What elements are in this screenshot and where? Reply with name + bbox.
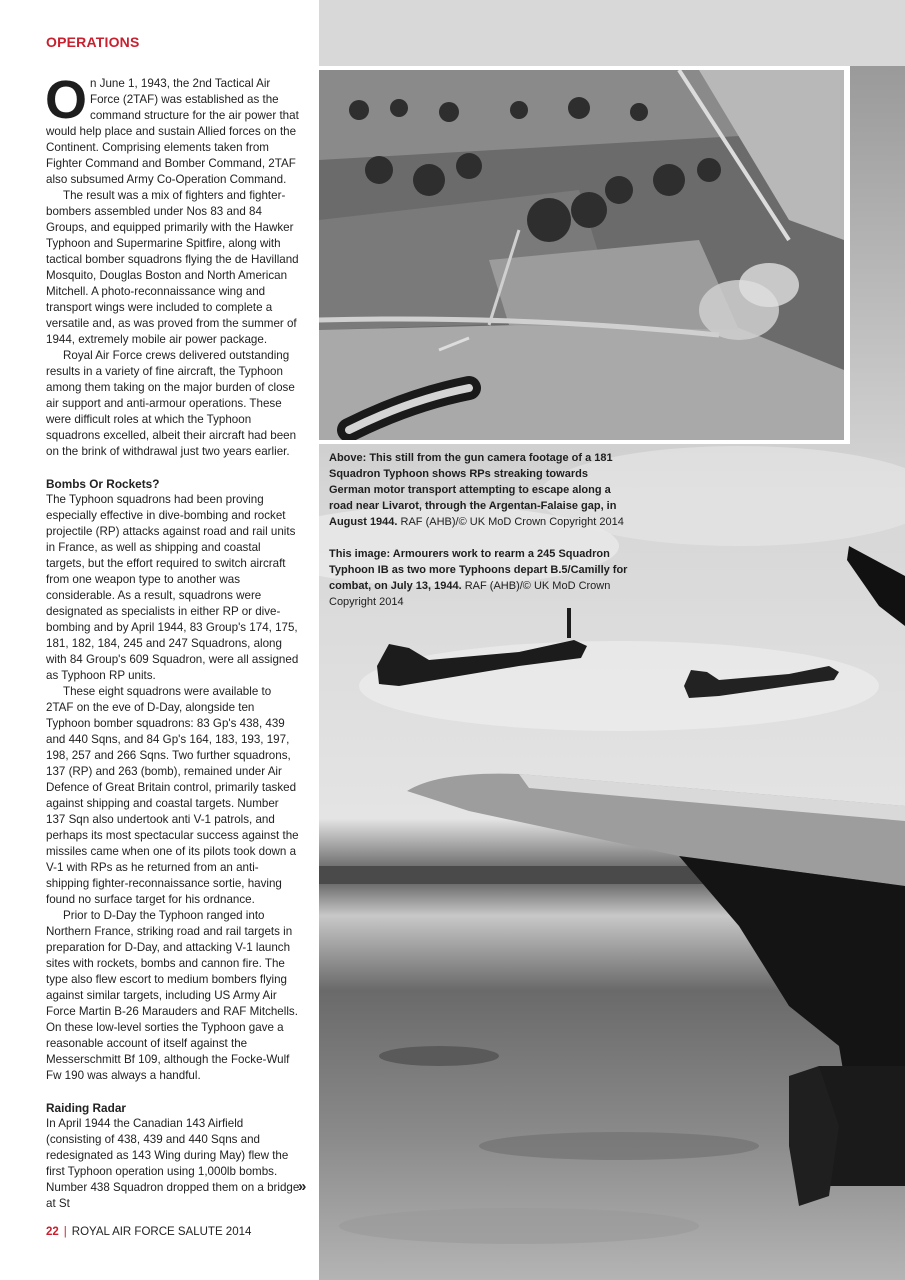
caption-2-text: This image: Armourers work to rearm a 245 Squadron Typhoon IB as two more Typhoons depart B.5/Camilly for combat, on July 13, 1944. [329, 548, 628, 592]
drop-cap: O [45, 70, 88, 130]
paragraph-4: The Typhoon squadrons had been proving especially effective in dive-bombing and rocket projectile (RP) attacks against road and rail units in France, as well as shipping and coastal targets, but the effort required to switch aircraft from one weapon type to another was considerable. As a result, squadrons were designated as specialists in either RP or dive-bombing and by April 1944, 83 Group's 174, 175, 181, 182, 184, 245 and 247 Squadrons, along with 84 Group's 609 Squadron, were all assigned as Typhoon RP units. [46, 493, 299, 682]
page-number: 22 [46, 1226, 59, 1238]
caption-1-credit: RAF (AHB)/© UK MoD Crown Copyright 2014 [400, 516, 624, 528]
page-footer [46, 1226, 251, 1238]
subhead-bombs-or-rockets: Bombs Or Rockets? [46, 477, 160, 491]
caption-armourers [329, 546, 629, 610]
paragraph-7: In April 1944 the Canadian 143 Airfield (consisting of 438, 439 and 440 Sqns and redesignated as 143 Wing during May) flew the first Typhoon operation using 1,000lb bombs. Number 438 Squadron dropped them on a bridge at St [46, 1117, 300, 1210]
paragraph-1 [45, 70, 300, 188]
continue-arrow-icon: » [298, 1178, 307, 1195]
subhead-raiding-radar: Raiding Radar [46, 1101, 126, 1115]
caption-gun-camera [329, 450, 629, 530]
paragraph-6: Prior to D-Day the Typhoon ranged into Northern France, striking road and rail targets in preparation for D-Day, and attacking V-1 launch sites with rockets, bombs and cannon fire. The type also flew escort to medium bombers flying against similar targets, including US Army Air Force Martin B-26 Marauders and RAF Mitchells. On these low-level sorties the Typhoon gave a reasonable account of itself against the Messerschmitt Bf 109, although the Focke-Wulf Fw 190 was always a handful. [46, 909, 298, 1082]
paragraph-5: These eight squadrons were available to 2TAF on the eve of D-Day, alongside ten Typhoon bomber squadrons: 83 Gp's 438, 439 and 440 Sqns, and 84 Gp's 164, 183, 193, 197, 198, 257 and 266 Sqns. Two further squadrons, 137 (RP) and 263 (bomb), remained under Air Defence of Great Britain control, primarily tasked against shipping and coastal targets. Number 137 Sqn also undertook anti V-1 patrols, and perhaps its most spectacular success against the missiles came when one of its pilots took down a V-1 with RPs as he returned from an anti-shipping fighter-reconnaissance sortie, having found no surface target for his ordnance. [46, 685, 299, 906]
paragraph-2: The result was a mix of fighters and fighter-bombers assembled under Nos 83 and 84 Groups, and equipped primarily with the Hawker Typhoon and Supermarine Spitfire, along with tactical bomber squadrons flying the de Havilland Mosquito, Douglas Boston and North American Mitchell. A photo-reconnaissance wing and transport wings were included to complete a versatile and, as was proved from the summer of 1944, extremely mobile air power package. [46, 189, 299, 346]
caption-2-credit: RAF (AHB)/© UK MoD Crown Copyright 2014 [329, 580, 611, 608]
footer-separator: | [63, 1226, 67, 1238]
section-label: OPERATIONS [46, 34, 140, 50]
paragraph-1-text: n June 1, 1943, the 2nd Tactical Air Force (2TAF) was established as the command structure for the air power that would help place and sustain Allied forces on the Continent. Comprising elements taken from Fighter Command and Bomber Command, 2TAF also subsumed Army Co-Operation Command. [46, 77, 299, 186]
gun-camera-inset-photo [319, 66, 850, 444]
article-body [45, 70, 300, 1212]
top-grey-band [319, 0, 905, 66]
caption-1-text: Above: This still from the gun camera footage of a 181 Squadron Typhoon shows RPs streaking towards German motor transport attempting to escape along a road near Livarot, through the Argentan-Falaise gap, in August 1944. [329, 452, 617, 528]
paragraph-3: Royal Air Force crews delivered outstanding results in a variety of fine aircraft, the Typhoon among them taking on the major burden of close air support and anti-armour operations. These were difficult roles at which the Typhoon squadrons excelled, albeit their aircraft had been on the brink of withdrawal just two years earlier. [46, 349, 297, 458]
magazine-title: ROYAL AIR FORCE SALUTE 2014 [71, 1226, 252, 1238]
